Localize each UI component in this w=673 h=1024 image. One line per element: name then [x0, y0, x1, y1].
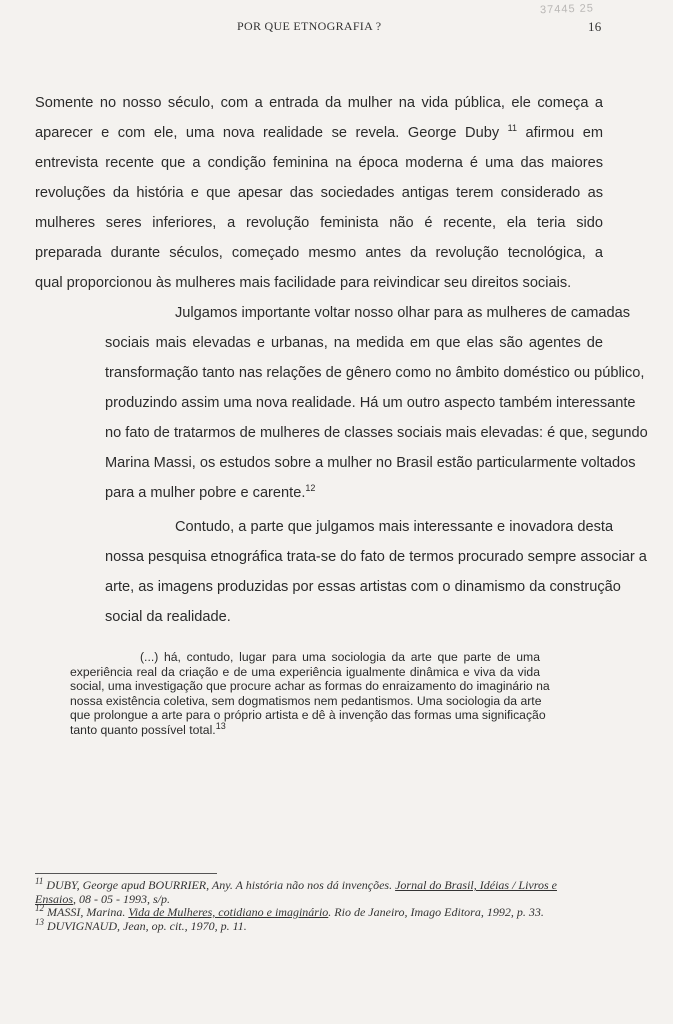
body-text [35, 88, 648, 632]
text-line: no fato de tratarmos de mulheres de classes sociais mais elevadas: é que, segundo [105, 425, 648, 441]
text-line: preparada durante séculos, começado mesmo antes da revolução tecnológica, a [35, 245, 603, 261]
running-title: POR QUE ETNOGRAFIA ? [237, 19, 382, 33]
paragraph-1 [35, 88, 603, 298]
quote-line: (...) há, contudo, lugar para uma sociologia da arte que parte de uma [140, 650, 540, 664]
text-line: entrevista recente que a condição feminina na época moderna é uma das maiores [35, 155, 603, 171]
footnote-text: DUBY, George apud BOURRIER, Any. A história não nos dá invenções. [46, 878, 396, 892]
text-segment: tanto quanto possível total. [70, 722, 216, 737]
footnote-text: MASSI, Marina. [47, 905, 129, 919]
quote-line: nossa existência coletiva, sem dogmatismos nem pedantismos. Uma sociologia da arte [70, 693, 542, 708]
footnote-marker: 13 [215, 720, 226, 731]
text-segment: aparecer e com ele, uma nova realidade se revela. George Duby [35, 125, 500, 141]
text-line: revoluções da história e que apesar das sociedades antigas terem considerado as [35, 185, 603, 201]
footnote-12 [35, 903, 605, 920]
text-line: transformação tanto nas relações de gênero como no âmbito doméstico ou público, [105, 365, 645, 381]
paragraph-2 [35, 298, 648, 508]
archive-stamp: 37445 25 [539, 2, 595, 17]
footnote-text: , 08 - 05 - 1993, s/p. [73, 891, 171, 906]
text-line: Marina Massi, os estudos sobre a mulher no Brasil estão particularmente voltados [105, 455, 636, 471]
text-line: Somente no nosso século, com a entrada da mulher na vida pública, ele começa a [35, 95, 603, 111]
page-number: 16 [588, 19, 602, 34]
footnote-number: 11 [35, 876, 44, 886]
footnote-divider [35, 873, 217, 874]
text-line: sociais mais elevadas e urbanas, na medida em que elas são agentes de [105, 335, 603, 351]
text-line: arte, as imagens produzidas por essas artistas com o dinamismo da construção [105, 579, 621, 595]
footnote-source: Ensaios [35, 891, 74, 906]
text-line [35, 478, 603, 508]
quote-line: que prolongue a arte para o próprio artista e dê à invenção das formas uma significação [70, 708, 546, 722]
text-line: Julgamos importante voltar nosso olhar para as mulheres de camadas [175, 305, 631, 321]
footnote-marker: 12 [305, 483, 316, 494]
paragraph-3 [35, 512, 647, 632]
footnote-13 [35, 916, 605, 934]
text-line: social da realidade. [105, 609, 231, 625]
footnote-source: Jornal do Brasil, Idéias / Livros e [395, 878, 557, 892]
text-line: Contudo, a parte que julgamos mais interessante e inovadora desta [175, 519, 614, 535]
footnote-text: DUVIGNAUD, Jean, op. cit., 1970, p. 11. [47, 918, 247, 933]
text-line: produzindo assim uma nova realidade. Há um outro aspecto também interessante [105, 395, 636, 411]
quote-line [70, 720, 540, 738]
block-quote [70, 650, 550, 737]
quote-line: experiência real da criação e de uma experiência igualmente dinâmica e viva da vida [70, 664, 540, 679]
footnote-number: 12 [35, 903, 44, 913]
text-line: nossa pesquisa etnográfica trata-se do fato de termos procurado sempre associar a [105, 549, 647, 565]
footnote-source: Vida de Mulheres, cotidiano e imaginário [128, 905, 329, 919]
footnote-11 [35, 876, 605, 906]
footnote-marker: 11 [507, 123, 517, 134]
text-segment: afirmou em [517, 125, 603, 141]
footnote-text: . Rio de Janeiro, Imago Editora, 1992, p. 33. [328, 905, 544, 919]
text-line: mulheres seres inferiores, a revolução feminista não é recente, ela teria sido [35, 215, 603, 231]
text-line [35, 118, 603, 148]
text-line: qual proporcionou às mulheres mais facilidade para reivindicar seu direitos sociais. [35, 275, 572, 291]
quote-line: social, uma investigação que procure achar as formas do enraizamento do imaginário na [70, 679, 550, 693]
footnote-number: 13 [35, 916, 44, 927]
footnotes [35, 876, 605, 933]
text-segment: para a mulher pobre e carente. [105, 485, 306, 501]
